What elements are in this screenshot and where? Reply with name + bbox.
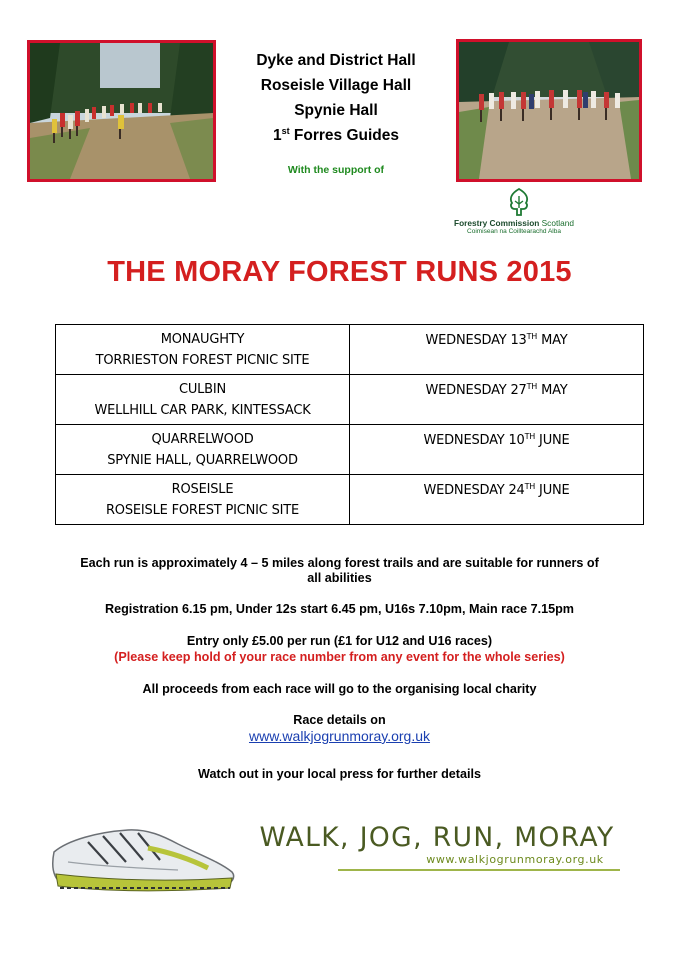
brand-underline (338, 869, 620, 871)
table-row (56, 425, 644, 475)
website-link[interactable]: www.walkjogrunmoray.org.uk (248, 728, 431, 744)
run-location (56, 425, 350, 475)
organiser-3: Spynie Hall (294, 102, 378, 119)
distance-info: Each run is approximately 4 – 5 miles along forest trails and are suitable for runners of all abilities (80, 556, 599, 585)
table-row (56, 375, 644, 425)
runners-photo-left (27, 40, 216, 182)
race-number-notice: (Please keep hold of your race number from any event for the whole series) (114, 650, 565, 664)
registration-info: Registration 6.15 pm, Under 12s start 6.45 pm, U16s 7.10pm, Main race 7.15pm (105, 602, 574, 616)
proceeds-info: All proceeds from each race will go to the organising local charity (142, 682, 537, 696)
run-date: WEDNESDAY 13TH MAY (350, 325, 644, 375)
runners-photo-right (456, 39, 642, 182)
table-row (56, 325, 644, 375)
run-site: ROSEISLE FOREST PICNIC SITE (105, 503, 300, 518)
entry-fee-info: Entry only £5.00 per run (£1 for U12 and U16 races) (186, 634, 493, 648)
tree-icon (506, 188, 532, 216)
runs-schedule-table (55, 324, 644, 525)
forestry-commission-logo (444, 188, 584, 234)
run-date: WEDNESDAY 24TH JUNE (350, 475, 644, 525)
run-date: WEDNESDAY 27TH MAY (350, 375, 644, 425)
run-date: WEDNESDAY 10TH JUNE (350, 425, 644, 475)
brand-url: www.walkjogrunmoray.org.uk (426, 853, 604, 866)
run-venue: MONAUGHTY (160, 332, 245, 347)
race-details-label: Race details on (293, 713, 386, 727)
run-venue: ROSEISLE (171, 482, 234, 497)
organiser-2: Roseisle Village Hall (260, 77, 412, 94)
run-venue: CULBIN (178, 382, 227, 397)
run-location (56, 475, 350, 525)
sponsor-name: Forestry Commission Scotland (454, 218, 574, 228)
page-title: THE MORAY FOREST RUNS 2015 (107, 256, 572, 288)
organiser-1: Dyke and District Hall (256, 52, 416, 69)
run-site: WELLHILL CAR PARK, KINTESSACK (94, 403, 311, 418)
press-notice: Watch out in your local press for further details (198, 767, 481, 781)
organiser-4: 1st Forres Guides (272, 125, 400, 144)
organisers-list (216, 48, 456, 148)
run-venue: QUARRELWOOD (151, 432, 254, 447)
brand-name: WALK, JOG, RUN, MORAY (259, 822, 615, 853)
run-location (56, 325, 350, 375)
table-row (56, 475, 644, 525)
run-site: SPYNIE HALL, QUARRELWOOD (107, 453, 298, 468)
run-location (56, 375, 350, 425)
support-text: With the support of (287, 164, 385, 176)
run-site: TORRIESTON FOREST PICNIC SITE (95, 353, 310, 368)
sponsor-gaelic-name: Coimisean na Coilltearachd Alba (467, 228, 561, 235)
running-shoe-icon (48, 822, 238, 894)
